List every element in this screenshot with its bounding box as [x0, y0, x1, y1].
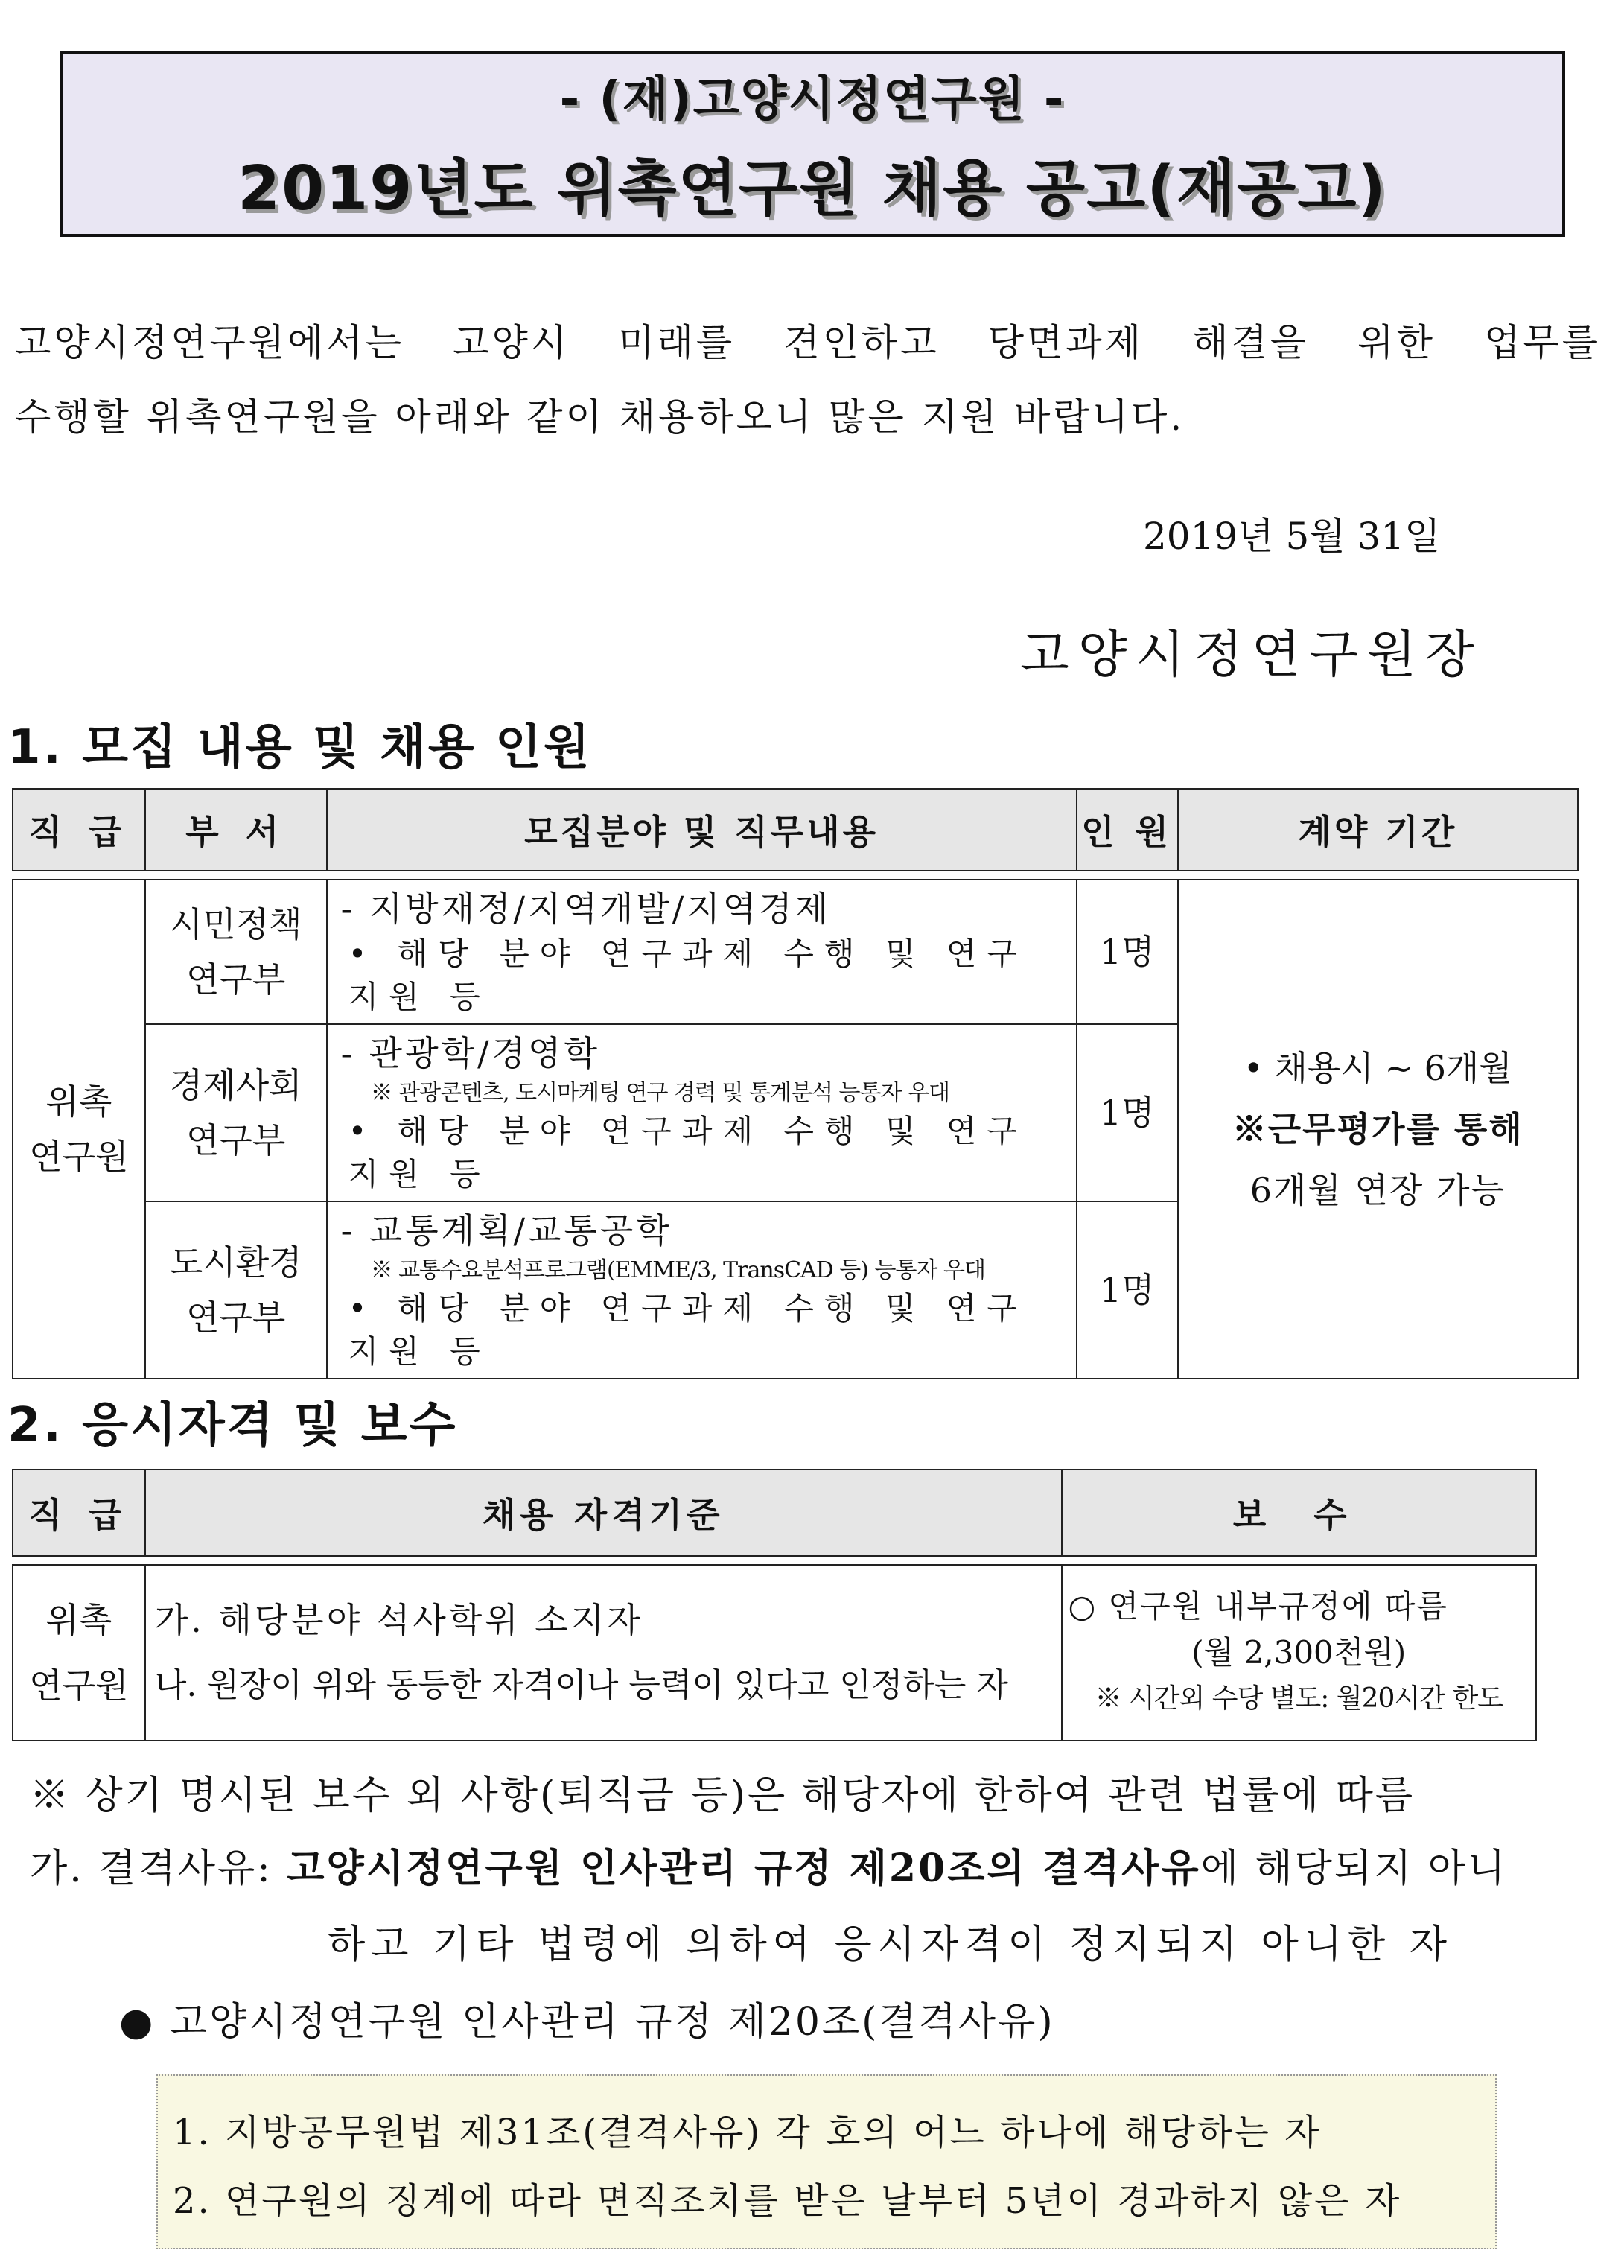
disqualification-prefix: 가. 결격사유: [30, 1846, 287, 1891]
department-cell: 시민정책 연구부 [145, 880, 327, 1024]
qualification-cell [145, 1565, 1062, 1741]
field-note: ※ 관광콘텐츠, 도시마케팅 연구 경력 및 통계분석 능통자 우대 [370, 1080, 949, 1106]
qualification-item-2: 나. 원장이 위와 동등한 자격이나 능력이 있다고 인정하는 자 [154, 1666, 1008, 1704]
field-cell [327, 1024, 1077, 1201]
intro-line-1: 고양시정연구원에서는 고양시 미래를 견인하고 당면과제 해결을 위한 업무를 [15, 321, 1601, 364]
disqualification-suffix: 에 해당되지 아니 [1200, 1846, 1508, 1891]
title-organization: - (재)고양시정연구원 - [559, 72, 1066, 127]
table-row [13, 880, 1578, 1024]
field-name: - 관광학/경영학 [340, 1033, 600, 1073]
recruitment-table [12, 788, 1579, 1379]
duty-description: • 해당 분야 연구과제 수행 및 연구지원 등 [348, 1113, 1028, 1192]
pay-cell [1062, 1565, 1536, 1741]
qualification-table [12, 1469, 1537, 1741]
field-cell [327, 880, 1077, 1024]
position-cell: 위촉 연구원 [13, 1565, 145, 1741]
period-cell [1178, 880, 1578, 1379]
regulation-bullet: ● 고양시정연구원 인사관리 규정 제20조(결격사유) [119, 2000, 1055, 2045]
header-position: 직 급 [13, 789, 145, 871]
count-cell: 1명 [1077, 1201, 1178, 1379]
table-row [13, 1565, 1536, 1741]
pay-line-2: (월 2,300천원) [1191, 1634, 1407, 1671]
field-note: ※ 교통수요분석프로그램(EMME/3, TransCAD 등) 능통자 우대 [370, 1257, 985, 1283]
table-header-row [13, 1470, 1536, 1556]
intro-line-2: 수행할 위촉연구원을 아래와 같이 채용하오니 많은 지원 바랍니다. [15, 396, 1185, 439]
signer-name: 고양시정연구원장 [1020, 626, 1483, 684]
pay-line-3: ※ 시간외 수당 별도: 월20시간 한도 [1095, 1683, 1503, 1714]
header-pay: 보 수 [1062, 1470, 1536, 1556]
disqualification-line-2: 하고 기타 법령에 의하여 응시자격이 정지되지 아니한 자 [328, 1922, 1453, 1967]
period-line-3: 6개월 연장 가능 [1249, 1170, 1506, 1210]
field-name: - 교통계획/교통공학 [340, 1210, 672, 1251]
department-cell: 도시환경 연구부 [145, 1201, 327, 1379]
section-1-heading: 1. 모집 내용 및 채용 인원 [7, 720, 592, 775]
position-cell: 위촉 연구원 [13, 880, 145, 1379]
period-line-2: ※근무평가를 통해 [1232, 1109, 1523, 1149]
disqualification-line-1 [30, 1837, 1507, 1893]
duty-description: • 해당 분야 연구과제 수행 및 연구지원 등 [348, 1290, 1028, 1370]
header-position: 직 급 [13, 1470, 145, 1556]
count-cell: 1명 [1077, 880, 1178, 1024]
notice-date: 2019년 5월 31일 [1143, 515, 1441, 558]
department-cell: 경제사회 연구부 [145, 1024, 327, 1201]
header-qualification: 채용 자격기준 [145, 1470, 1062, 1556]
regulation-item-1: 1. 지방공무원법 제31조(결격사유) 각 호의 어느 하나에 해당하는 자 [173, 2112, 1322, 2153]
pay-line-1: ○ 연구원 내부규정에 따름 [1068, 1588, 1448, 1624]
field-cell [327, 1201, 1077, 1379]
regulation-box [156, 2074, 1497, 2249]
qualification-item-1: 가. 해당분야 석사학위 소지자 [154, 1600, 643, 1640]
field-name: - 지방재정/지역개발/지역경제 [340, 889, 832, 929]
table-header-row [13, 789, 1578, 871]
page-title: 2019년도 위촉연구원 채용 공고(재공고) [238, 153, 1387, 224]
header-field: 모집분야 및 직무내용 [327, 789, 1077, 871]
section-2-heading: 2. 응시자격 및 보수 [7, 1398, 458, 1453]
count-cell: 1명 [1077, 1024, 1178, 1201]
header-period: 계약 기간 [1178, 789, 1578, 871]
header-department: 부 서 [145, 789, 327, 871]
pay-note: ※ 상기 명시된 보수 외 사항(퇴직금 등)은 해당자에 한하여 관련 법률에 따름 [30, 1773, 1416, 1818]
disqualification-rule: 고양시정연구원 인사관리 규정 제20조의 결격사유 [287, 1846, 1201, 1891]
regulation-item-2: 2. 연구원의 징계에 따라 면직조치를 받은 날부터 5년이 경과하지 않은 자 [173, 2180, 1402, 2222]
header-count: 인 원 [1077, 789, 1178, 871]
period-line-1: • 채용시 ~ 6개월 [1243, 1048, 1512, 1088]
title-box [60, 51, 1565, 237]
duty-description: • 해당 분야 연구과제 수행 및 연구지원 등 [348, 936, 1028, 1015]
